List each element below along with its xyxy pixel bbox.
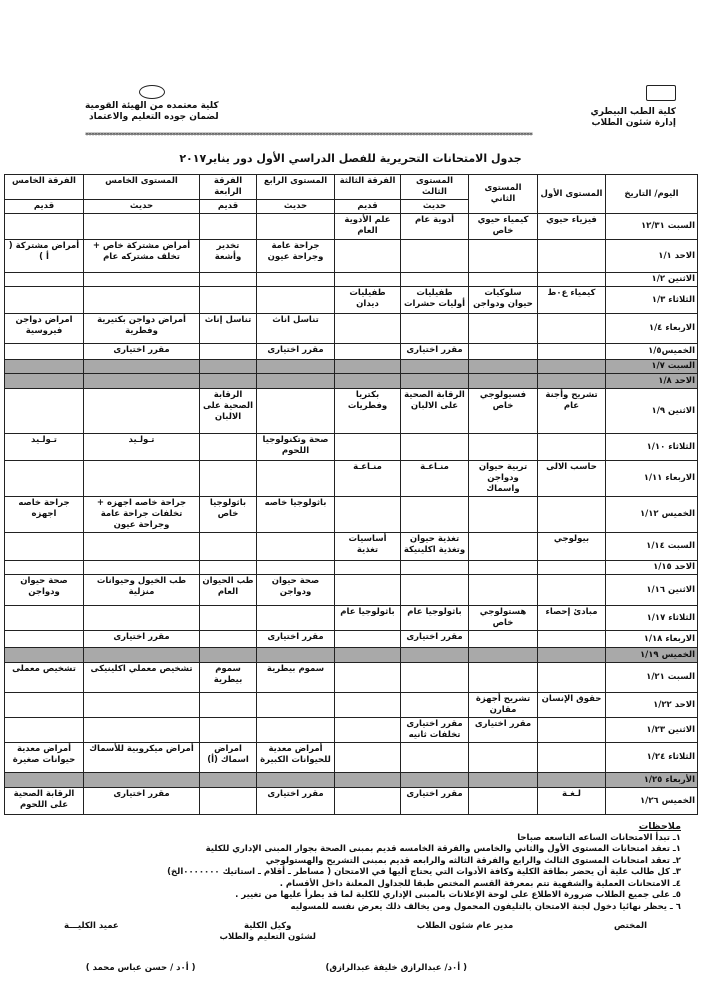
exam-cell — [538, 374, 606, 389]
exam-cell — [257, 287, 335, 314]
exam-cell — [469, 314, 538, 344]
table-row — [5, 214, 698, 240]
accreditation-seal-icon — [139, 85, 165, 99]
exam-cell — [257, 773, 335, 788]
exam-cell — [200, 461, 257, 497]
exam-cell: مقرر اختيارى — [257, 344, 335, 360]
note-item: ٤ـ الامتحانات العملية والشفهية تتم بمعرفة القسم المختص طبقا للجداول المعلنة داخل الأقسام . — [279, 878, 681, 889]
exam-cell — [469, 743, 538, 773]
table-row — [5, 533, 698, 561]
table-row — [5, 461, 698, 497]
exam-cell — [200, 631, 257, 648]
exam-cell — [401, 314, 469, 344]
table-row — [5, 434, 698, 461]
exam-cell: مقرر اختيارى — [84, 344, 200, 360]
exam-cell — [5, 648, 84, 663]
exam-cell — [335, 240, 401, 273]
star-divider: ***************************************************************************************************************************************************** — [85, 131, 532, 140]
exam-cell — [538, 561, 606, 575]
exam-cell — [5, 273, 84, 287]
exam-cell: طب الخيول وحيوانات منزلية — [84, 575, 200, 606]
exam-cell — [200, 287, 257, 314]
exam-cell — [257, 389, 335, 434]
exam-cell — [84, 273, 200, 287]
exam-cell — [5, 533, 84, 561]
exam-cell — [469, 273, 538, 287]
exam-cell — [257, 533, 335, 561]
exam-cell — [401, 575, 469, 606]
exam-cell — [5, 631, 84, 648]
exam-cell: منـاعـة — [335, 461, 401, 497]
exam-cell — [257, 693, 335, 718]
signature-dean: عميد الكليـــة — [64, 921, 119, 931]
table-row — [5, 773, 698, 788]
date-cell: الخميس ١/١٢ — [606, 497, 698, 533]
date-cell: الاحد ١/٢٢ — [606, 693, 698, 718]
note-item: ٣ـ كل طالب علية أن يحضر بطاقة الكلية وكافة الأدوات التي يحتاج أليها في الامتحان ( مساطر ـ أقلام ـ استاتيك ٠٠٠٠٠٠٠الخ) — [167, 867, 681, 877]
exam-cell — [335, 648, 401, 663]
exam-cell: أمراض معدية حيوانات صغيرة — [5, 743, 84, 773]
page-title: جدول الامتحانات التحريرية للفصل الدراسي الأول دور يناير٢٠١٧ — [179, 152, 522, 165]
exam-cell — [200, 606, 257, 631]
date-cell: الاحد ١/٨ — [606, 374, 698, 389]
exam-cell: الرقابة الصحية على الالبان — [401, 389, 469, 434]
exam-cell: أمراض مشتركة ( أ ) — [5, 240, 84, 273]
column-header: المستوى الرابع — [257, 175, 335, 200]
date-cell: الخميس ١/١٩ — [606, 648, 698, 663]
date-cell: الاربعاء ١/١٨ — [606, 631, 698, 648]
exam-cell — [5, 214, 84, 240]
table-row — [5, 788, 698, 815]
exam-cell — [84, 461, 200, 497]
exam-cell: بكتريا وفطريات — [335, 389, 401, 434]
exam-cell: طفيليات أوليات حشرات — [401, 287, 469, 314]
table-row — [5, 631, 698, 648]
exam-cell: تربية حيوان ودواجن واسماك — [469, 461, 538, 497]
exam-cell: حقوق الإنسان — [538, 693, 606, 718]
exam-cell — [84, 533, 200, 561]
exam-cell — [469, 663, 538, 693]
note-item: ٢ـ تعقد امتحانات المستوى الثالث والرابع والفرقة الثالثه والرابعه قديم بمبنى التشريح والهستولوجي — [265, 855, 681, 866]
column-header: الفرقة الخامس — [5, 175, 84, 200]
exam-cell — [5, 344, 84, 360]
date-cell: الثلاثاء ١/١٧ — [606, 606, 698, 631]
exam-cell — [401, 273, 469, 287]
exam-cell — [401, 648, 469, 663]
signature-specialist: المختص — [614, 921, 647, 931]
column-subheader: حديث — [401, 200, 469, 214]
accreditation-header — [85, 85, 219, 129]
exam-cell: أدوية عام — [401, 214, 469, 240]
exam-cell — [200, 773, 257, 788]
table-row — [5, 561, 698, 575]
exam-cell — [538, 575, 606, 606]
exam-cell — [5, 461, 84, 497]
exam-cell — [257, 561, 335, 575]
exam-cell: تشريح وأجنة عام — [538, 389, 606, 434]
table-row — [5, 718, 698, 743]
exam-cell: طفيليات ديدان — [335, 287, 401, 314]
date-cell: الاثنين ١/٩ — [606, 389, 698, 434]
column-subheader: حديث — [84, 200, 200, 214]
exam-schedule-table — [4, 174, 698, 815]
exam-cell: تشريح أجهزة مقارن — [469, 693, 538, 718]
exam-cell: فيزياء حيوي — [538, 214, 606, 240]
exam-cell: باثولوجيا عام — [401, 606, 469, 631]
exam-cell — [401, 360, 469, 374]
note-item: ٦ ـ يحظر نهائيا دخول لجنة الامتحان بالتليفون المحمول ومن يخالف ذلك يعرض نفسه للمسوليه — [290, 901, 681, 912]
exam-cell: مقرر اختيارى — [257, 631, 335, 648]
exam-cell: مبادئ إحصاء — [538, 606, 606, 631]
column-header: المستوى الخامس — [84, 175, 200, 200]
exam-cell — [5, 606, 84, 631]
exam-cell — [84, 360, 200, 374]
exam-cell: جراحة خاصه اجهزه — [5, 497, 84, 533]
exam-cell — [200, 360, 257, 374]
date-cell: الاحد ١/١ — [606, 240, 698, 273]
table-row — [5, 344, 698, 360]
exam-cell — [84, 718, 200, 743]
exam-cell: طب الحيوان العام — [200, 575, 257, 606]
column-subheader: قديم — [5, 200, 84, 214]
exam-cell — [469, 360, 538, 374]
exam-cell: مقرر اختيارى — [84, 788, 200, 815]
exam-cell — [469, 533, 538, 561]
exam-cell: تناسل اناث — [257, 314, 335, 344]
column-header: المستوى الثالث — [401, 175, 469, 200]
exam-cell — [335, 718, 401, 743]
exam-cell — [335, 743, 401, 773]
exam-cell: مقرر اختيارى — [257, 788, 335, 815]
exam-cell — [84, 214, 200, 240]
exam-cell — [401, 561, 469, 575]
exam-cell — [538, 240, 606, 273]
exam-cell: امراض اسماك (أ) — [200, 743, 257, 773]
exam-cell — [5, 773, 84, 788]
exam-cell — [335, 314, 401, 344]
exam-cell — [200, 434, 257, 461]
exam-cell — [538, 360, 606, 374]
exam-cell — [84, 561, 200, 575]
exam-cell — [335, 631, 401, 648]
exam-cell — [469, 561, 538, 575]
table-row — [5, 575, 698, 606]
faculty-header — [591, 85, 677, 129]
exam-cell — [84, 374, 200, 389]
column-header: المستوى الأول — [538, 175, 606, 214]
exam-cell: الرقابة الصحية على الالبان — [200, 389, 257, 434]
exam-cell — [469, 344, 538, 360]
notes-section — [4, 821, 697, 913]
date-cell: الخميس١/٥ — [606, 344, 698, 360]
exam-cell: امراض دواجن فيروسية — [5, 314, 84, 344]
exam-cell: منـاعـة — [401, 461, 469, 497]
exam-cell: بيولوجي — [538, 533, 606, 561]
table-row — [5, 693, 698, 718]
exam-cell — [335, 374, 401, 389]
exam-cell: الرقابة الصحية على اللحوم — [5, 788, 84, 815]
exam-cell: سموم بيطرية — [200, 663, 257, 693]
vice-dean-title: وكيل الكلية — [244, 921, 292, 931]
exam-cell: مقرر اختيارى — [401, 788, 469, 815]
exam-cell — [257, 606, 335, 631]
exam-cell — [5, 561, 84, 575]
exam-cell: كيمياء حيوي خاص — [469, 214, 538, 240]
exam-cell: هستولوجي خاص — [469, 606, 538, 631]
exam-cell — [200, 273, 257, 287]
exam-cell — [401, 773, 469, 788]
exam-cell: أمراض ميكروبية للأسماك — [84, 743, 200, 773]
exam-cell — [257, 374, 335, 389]
exam-cell: سلوكيات حيوان ودواجن — [469, 287, 538, 314]
exam-cell — [469, 240, 538, 273]
exam-cell: تشخيص معملي اكلينيكى — [84, 663, 200, 693]
column-header: الفرقة الثالثة — [335, 175, 401, 200]
exam-cell — [257, 360, 335, 374]
exam-cell: كيمياء ع٠ط — [538, 287, 606, 314]
header-bar — [4, 85, 697, 129]
signature-vice-dean — [219, 921, 315, 943]
column-header: الفرقة الرابعة — [200, 175, 257, 200]
exam-cell — [335, 561, 401, 575]
department-name: إدارة شئون الطلاب — [591, 118, 676, 128]
exam-cell: مقرر اختيارى — [84, 631, 200, 648]
note-item: ١ـ تبدأ الامتحانات الساعه التاسعه صباحا — [517, 832, 681, 843]
exam-cell — [401, 743, 469, 773]
exam-cell — [538, 497, 606, 533]
vice-dean-name: ( أ٠د/ عبدالرازق خليفة عبدالرازق) — [325, 963, 467, 973]
exam-cell — [538, 434, 606, 461]
column-header: اليوم/ التاريخ — [606, 175, 698, 214]
exam-cell: علم الأدوية العام — [335, 214, 401, 240]
exam-cell: جراحة عامة وجراحة عيون — [257, 240, 335, 273]
exam-cell — [200, 374, 257, 389]
exam-cell: أمراض معدية للحيوانات الكبيرة — [257, 743, 335, 773]
table-row — [5, 273, 698, 287]
table-row — [5, 743, 698, 773]
exam-cell — [257, 718, 335, 743]
accreditation-line-2: لضمان جوده التعليم والاعتماد — [88, 112, 219, 122]
exam-cell — [5, 360, 84, 374]
exam-cell — [5, 287, 84, 314]
exam-cell: باثولوجيا خاصه — [257, 497, 335, 533]
exam-cell — [538, 648, 606, 663]
exam-cell — [5, 389, 84, 434]
exam-cell — [200, 693, 257, 718]
exam-cell: تخدير وأشعة — [200, 240, 257, 273]
exam-cell — [84, 773, 200, 788]
date-cell: الاحد ١/١٥ — [606, 561, 698, 575]
exam-cell: مقرر اختيارى — [469, 718, 538, 743]
exam-cell — [5, 374, 84, 389]
exam-cell — [469, 575, 538, 606]
exam-cell — [469, 374, 538, 389]
exam-cell — [538, 314, 606, 344]
exam-cell: مقرر اختيارى — [401, 631, 469, 648]
exam-cell — [538, 273, 606, 287]
exam-cell — [335, 273, 401, 287]
date-cell: السبت ١٢/٣١ — [606, 214, 698, 240]
exam-cell: تغذية حيوان وتغذية اكلينيكة — [401, 533, 469, 561]
exam-cell — [401, 374, 469, 389]
exam-cell — [200, 561, 257, 575]
date-cell: الاثنين ١/٢ — [606, 273, 698, 287]
exam-cell — [469, 631, 538, 648]
exam-cell — [200, 344, 257, 360]
exam-cell — [469, 434, 538, 461]
date-cell: الأربعاء ١/٢٥ — [606, 773, 698, 788]
exam-cell — [538, 718, 606, 743]
exam-cell: جراحة خاصه اجهزه + تخلفات جراحة عامة وجراحة عيون — [84, 497, 200, 533]
note-item: ٥ـ على جميع الطلاب ضرورة الاطلاع على لوحة الإعلانات بالمبنى الإداري للكلية لما قد يطرأ عليها من تغيير . — [235, 890, 681, 900]
exam-cell: فسيولوجي خاص — [469, 389, 538, 434]
exam-cell — [200, 718, 257, 743]
table-row — [5, 606, 698, 631]
table-row — [5, 360, 698, 374]
faculty-logo-icon — [646, 85, 676, 101]
exam-cell — [335, 497, 401, 533]
table-row — [5, 389, 698, 434]
exam-cell — [335, 773, 401, 788]
exam-cell: تـولـيد — [5, 434, 84, 461]
exam-cell — [200, 648, 257, 663]
exam-cell — [84, 287, 200, 314]
column-subheader: قديم — [200, 200, 257, 214]
exam-cell — [335, 360, 401, 374]
exam-cell — [469, 497, 538, 533]
exam-cell — [538, 631, 606, 648]
exam-cell — [200, 788, 257, 815]
exam-cell — [257, 273, 335, 287]
date-cell: السبت ١/٧ — [606, 360, 698, 374]
exam-cell: سموم بيطرية — [257, 663, 335, 693]
date-cell: الثلاثاء ١/٣ — [606, 287, 698, 314]
exam-cell — [257, 214, 335, 240]
exam-cell — [335, 344, 401, 360]
exam-cell — [84, 648, 200, 663]
date-cell: السبت ١/٢١ — [606, 663, 698, 693]
exam-cell: صحة حيوان ودواجن — [5, 575, 84, 606]
exam-cell — [335, 693, 401, 718]
exam-cell: مقرر اختيارى تخلفات ثانيه — [401, 718, 469, 743]
date-cell: الثلاثاء ١/١٠ — [606, 434, 698, 461]
exam-cell — [335, 575, 401, 606]
exam-cell — [401, 434, 469, 461]
exam-cell: أساسيات تغذية — [335, 533, 401, 561]
exam-cell — [84, 606, 200, 631]
date-cell: السبت ١/١٤ — [606, 533, 698, 561]
column-subheader: حديث — [257, 200, 335, 214]
date-cell: الاثنين ١/١٦ — [606, 575, 698, 606]
exam-cell — [335, 663, 401, 693]
exam-cell: صحة وتكنولوجيا اللحوم — [257, 434, 335, 461]
exam-cell — [401, 663, 469, 693]
exam-cell — [469, 788, 538, 815]
exam-cell: باثولوجيا خاص — [200, 497, 257, 533]
date-cell: الاثنين ١/٢٣ — [606, 718, 698, 743]
exam-cell: تشخيص معملى — [5, 663, 84, 693]
exam-cell — [538, 344, 606, 360]
date-cell: الخميس ١/٢٦ — [606, 788, 698, 815]
exam-cell: مقرر اختيارى — [401, 344, 469, 360]
exam-cell: باثولوجيا عام — [335, 606, 401, 631]
date-cell: الثلاثاء ١/٢٤ — [606, 743, 698, 773]
column-header: المستوى الثاني — [469, 175, 538, 214]
table-row — [5, 648, 698, 663]
dean-name: ( أ٠د / حسن عباس محمد ) — [85, 963, 196, 973]
exam-cell — [469, 773, 538, 788]
exam-cell: تـولـيد — [84, 434, 200, 461]
exam-cell — [5, 718, 84, 743]
exam-cell — [401, 497, 469, 533]
exam-cell — [401, 693, 469, 718]
exam-cell — [538, 743, 606, 773]
table-row — [5, 497, 698, 533]
accreditation-line-1: كلية معتمده من الهيئة القومية — [85, 101, 219, 111]
exam-cell — [335, 788, 401, 815]
exam-cell — [200, 533, 257, 561]
notes-title: ملاحظات — [638, 821, 681, 832]
exam-cell: أمراض مشتركة خاص + تخلف مشتركه عام — [84, 240, 200, 273]
exam-cell — [200, 214, 257, 240]
table-row — [5, 314, 698, 344]
exam-cell: لـغـة — [538, 788, 606, 815]
exam-cell — [257, 461, 335, 497]
signature-names-row — [4, 963, 697, 974]
signature-director: مدير عام شئون الطلاب — [416, 921, 514, 931]
exam-cell — [538, 663, 606, 693]
exam-cell — [5, 693, 84, 718]
table-row — [5, 240, 698, 273]
table-row — [5, 663, 698, 693]
table-row — [5, 374, 698, 389]
exam-cell — [84, 693, 200, 718]
faculty-name: كلية الطب البيطري — [590, 107, 676, 117]
vice-dean-subtitle: لشئون التعليم والطلاب — [219, 932, 316, 942]
date-cell: الاربعاء ١/١١ — [606, 461, 698, 497]
note-item: ١ـ تعقد امتحانات المستوى الأول والثاني والخامس والفرقة الخامسه قديم بمبنى الصحة بجوار المبنى الإداري للكلية — [205, 844, 681, 854]
exam-cell — [257, 648, 335, 663]
exam-cell: حاسب الالى — [538, 461, 606, 497]
exam-cell — [469, 648, 538, 663]
column-subheader: قديم — [335, 200, 401, 214]
table-row — [5, 287, 698, 314]
exam-cell: تناسل إناث — [200, 314, 257, 344]
exam-cell: أمراض دواجن بكتيرية وفطرية — [84, 314, 200, 344]
exam-cell — [401, 240, 469, 273]
exam-cell — [335, 434, 401, 461]
header-row — [5, 175, 698, 200]
signatures-row — [4, 921, 697, 943]
exam-cell — [84, 389, 200, 434]
exam-cell: صحة حيوان ودواجن — [257, 575, 335, 606]
exam-cell — [538, 773, 606, 788]
date-cell: الاربعاء ١/٤ — [606, 314, 698, 344]
